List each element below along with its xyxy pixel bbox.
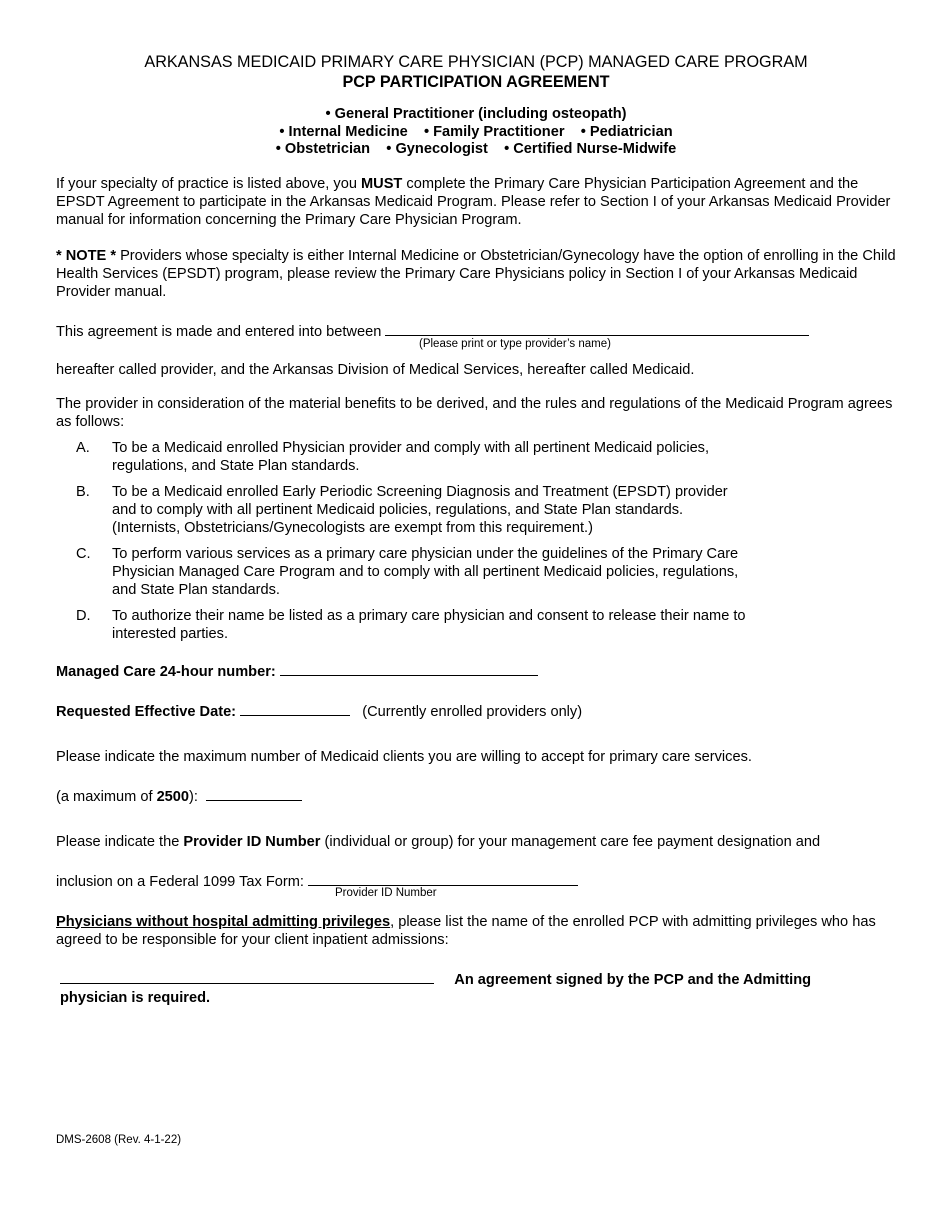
intro-paragraph: If your specialty of practice is listed above, you MUST complete the Primary Care Physician Participation Agreement and the EPSDT Agreement to participate in the Arkansas Medicaid Program. Please refer to Section I of your Arkansas Medicaid Provider manual for information concerning the Primary Care Physician Program. (56, 175, 891, 228)
specialty-line-2 (56, 124, 896, 142)
max-clients-row: (a maximum of 2500): (56, 784, 896, 806)
term-letter: A. (76, 439, 90, 456)
term-item-b (56, 483, 896, 537)
agreement-title: PCP PARTICIPATION AGREEMENT (342, 73, 610, 91)
effective-date-field[interactable] (240, 699, 350, 716)
hereafter-paragraph: hereafter called provider, and the Arkansas Division of Medical Services, hereafter called Medicaid. (56, 361, 695, 378)
max-clients-paragraph: Please indicate the maximum number of Medicaid clients you are willing to accept for primary care services. (56, 748, 752, 765)
term-item-c (56, 545, 896, 599)
effective-date-label: Requested Effective Date: (56, 703, 237, 720)
provider-id-label: inclusion on a Federal 1099 Tax Form: (56, 873, 304, 890)
term-item-a (56, 439, 896, 475)
provider-id-field[interactable] (308, 869, 578, 886)
provider-id-emphasis: Provider ID Number (183, 833, 321, 850)
agreement-required-line1: An agreement signed by the PCP and the Admitting (454, 971, 812, 988)
specialty-internal-medicine: • Internal Medicine (279, 123, 408, 140)
provider-name-caption: (Please print or type provider’s name) (419, 337, 611, 350)
agreement-between-label: This agreement is made and entered into between (56, 323, 386, 340)
consideration-paragraph: The provider in consideration of the material benefits to be derived, and the rules and regulations of the Medicaid Program agrees as follows: (56, 395, 893, 430)
admitting-pcp-field[interactable] (60, 967, 434, 984)
specialty-line-3 (56, 141, 896, 159)
agreement-required-line2: physician is required. (60, 989, 211, 1006)
must-emphasis: MUST (361, 175, 403, 192)
terms-list (56, 439, 896, 643)
specialty-pediatrician: • Pediatrician (580, 123, 673, 140)
max-clients-field[interactable] (206, 784, 302, 801)
term-text: To authorize their name be listed as a primary care physician and consent to release their name to interested parties. (112, 607, 746, 642)
max-clients-limit: 2500 (156, 788, 190, 805)
admitting-paragraph: Physicians without hospital admitting privileges, please list the name of the enrolled PCP with admitting privileges who has agreed to be responsible for your client inpatient admissions: (56, 913, 876, 948)
specialty-general-practitioner: • General Practitioner (including osteopath) (325, 106, 627, 122)
provider-id-row (56, 869, 896, 903)
term-letter: C. (76, 545, 91, 562)
specialty-family-practitioner: • Family Practitioner (423, 123, 565, 140)
provider-id-caption: Provider ID Number (335, 886, 437, 899)
specialty-obstetrician: • Obstetrician (275, 141, 371, 157)
specialty-nurse-midwife: • Certified Nurse-Midwife (504, 141, 677, 157)
provider-name-field[interactable] (385, 319, 809, 336)
managed-care-number-field[interactable] (280, 659, 538, 676)
form-id: DMS-2608 (Rev. 4-1-22) (56, 1134, 182, 1146)
provider-id-paragraph: Please indicate the Provider ID Number (individual or group) for your management care fee payment designation and (56, 833, 821, 850)
agreement-page (56, 52, 896, 1007)
agreement-between-row (56, 319, 896, 355)
term-item-d (56, 607, 896, 643)
term-letter: D. (76, 607, 91, 624)
specialty-gynecologist: • Gynecologist (386, 141, 488, 157)
note-paragraph: * NOTE * Providers whose specialty is either Internal Medicine or Obstetrician/Gynecology have the option of enrolling in the Child Health Services (EPSDT) program, please review the Primary Care Physicians policy in Section I of your Arkansas Medicaid Provider manual. (56, 247, 896, 300)
term-text: To perform various services as a primary care physician under the guidelines of the Primary Care Physician Managed Care Program and to comply with all pertinent Medicaid policies, regulations, and State Plan standards. (112, 545, 739, 598)
term-text: To be a Medicaid enrolled Physician provider and comply with all pertinent Medicaid policies, regulations, and State Plan standards. (112, 439, 710, 474)
term-letter: B. (76, 483, 90, 500)
admitting-pcp-row (56, 967, 896, 1007)
program-title: ARKANSAS MEDICAID PRIMARY CARE PHYSICIAN (PCP) MANAGED CARE PROGRAM (144, 53, 808, 71)
admitting-heading: Physicians without hospital admitting privileges (56, 913, 391, 930)
effective-date-row (56, 699, 896, 721)
note-label: * NOTE * (56, 247, 117, 264)
specialty-list (56, 106, 896, 159)
managed-care-row (56, 659, 896, 681)
effective-date-note: (Currently enrolled providers only) (362, 703, 583, 720)
specialty-line-1 (56, 106, 896, 124)
managed-care-label: Managed Care 24-hour number: (56, 663, 276, 680)
term-text: To be a Medicaid enrolled Early Periodic Screening Diagnosis and Treatment (EPSDT) provider and to comply with all pertinent Medicaid policies, regulations, and State Plan standards. (Internists, Obstetricians/Gynecologists are exempt from this requirement.) (112, 483, 728, 536)
